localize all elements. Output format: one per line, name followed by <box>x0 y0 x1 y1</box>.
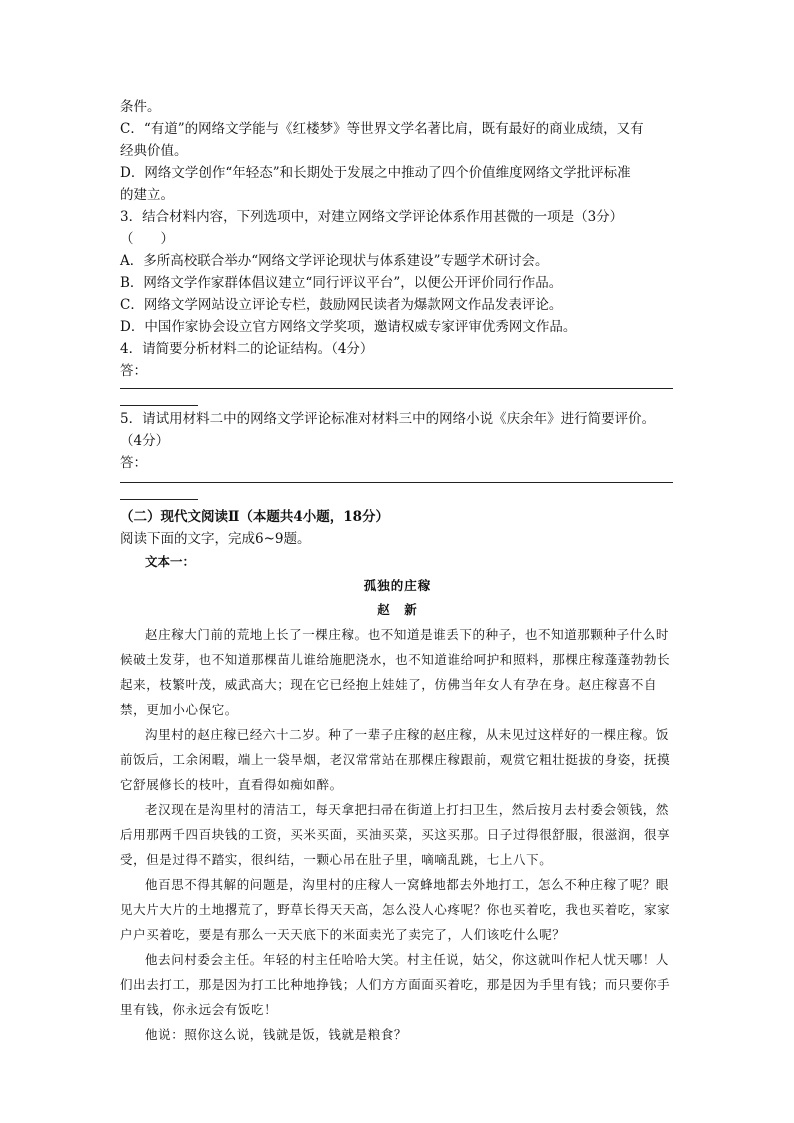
answer-line[interactable] <box>120 388 673 389</box>
text-line: 经典价值。 <box>120 143 188 159</box>
option-c: C．“有道”的网络文学能与《红楼梦》等世界文学名著比肩，既有最好的商业成绩，又有 <box>120 121 644 137</box>
story-paragraph: 他百思不得其解的问题是，沟里村的庄稼人一窝蜂地都去外地打工，怎么不种庄稼了呢？眼见大片大片的土地撂荒了，野草长得天天高，怎么没人心疼呢？你也买着吃，我也买着吃，家家户户买着吃，要是有那么一天天底下的米面卖光了卖完了，人们该吃什么呢？ <box>120 877 671 942</box>
story-paragraph: 沟里村的赵庄稼已经六十二岁。种了一辈子庄稼的赵庄稼，从未见过这样好的一棵庄稼。饭前饭后，工余闲暇，端上一袋旱烟，老汉常常站在那棵庄稼跟前，观赏它粗壮挺拔的身姿，抚摸它舒展修长的枝叶，直看得如痴如醉。 <box>120 727 671 792</box>
question-5: 5．请试用材料二中的网络文学评论标准对材料三中的网络小说《庆余年》进行简要评价。 <box>120 411 656 427</box>
answer-parentheses: （ ） <box>120 231 174 247</box>
q3-option-d: D．中国作家协会设立官方网络文学奖项，邀请权威专家评审优秀网文作品。 <box>120 319 577 335</box>
question-3: 3．结合材料内容，下列选项中，对建立网络文学评论体系作用甚微的一项是（3分） <box>120 209 624 225</box>
text-label: 文本一： <box>145 554 196 569</box>
instruction: 阅读下面的文字，完成6~9题。 <box>120 531 311 547</box>
q3-option-a: A．多所高校联合举办“网络文学评论现状与体系建设”专题学术研讨会。 <box>120 253 549 269</box>
option-d: D．网络文学创作“年轻态”和长期处于发展之中推动了四个价值维度网络文学批评标准 <box>120 165 631 181</box>
answer-label: 答： <box>120 363 147 379</box>
answer-label: 答： <box>120 455 147 471</box>
answer-line[interactable] <box>120 482 673 483</box>
answer-line-end <box>120 405 198 406</box>
story-author: 赵 新 <box>377 602 418 617</box>
section-heading: （二）现代文阅读Ⅱ（本题共4小题，18分） <box>120 509 390 525</box>
answer-line-end <box>120 499 198 500</box>
story-paragraph: 他去问村委会主任。年轻的村主任哈哈大笑。村主任说，姑父，你这就叫作杞人忧天哪！人们出去打工，那是因为打工比种地挣钱；人们方方面面买着吃，那是因为手里有钱；而只要你手里有钱，你永远会有饭吃！ <box>120 952 671 1017</box>
question-4: 4．请简要分析材料二的论证结构。（4分） <box>120 341 374 357</box>
question-5-score: （4分） <box>120 433 170 449</box>
q3-option-c: C．网络文学网站设立评论专栏，鼓励网民读者为爆款网文作品发表评论。 <box>120 297 563 313</box>
story-body <box>120 622 675 1047</box>
text-line: 条件。 <box>120 99 161 115</box>
exam-page <box>120 96 675 1047</box>
story-paragraph: 老汉现在是沟里村的清洁工，每天拿把扫帚在街道上打扫卫生，然后按月去村委会领钱，然后用那两千四百块钱的工资，买米买面，买油买菜，买这买那。日子过得很舒服，很滋润，很享受，但是过得不踏实，很纠结，一颗心吊在肚子里，嘀嘀乱跳，七上八下。 <box>120 802 671 867</box>
story-paragraph: 他说：照你这么说，钱就是饭，钱就是粮食？ <box>145 1027 408 1042</box>
q3-option-b: B．网络文学作家群体倡议建立“同行评议平台”，以便公开评价同行作品。 <box>120 275 563 291</box>
story-paragraph: 赵庄稼大门前的荒地上长了一棵庄稼。也不知道是谁丢下的种子，也不知道那颗种子什么时候破土发芽，也不知道那棵苗儿谁给施肥浇水，也不知道谁给呵护和照料，那棵庄稼蓬蓬勃勃长起来，枝繁叶茂，威武高大；现在它已经抱上娃娃了，仿佛当年女人有孕在身。赵庄稼喜不自禁，更加小心保它。 <box>120 627 671 717</box>
story-title: 孤独的庄稼 <box>363 578 432 593</box>
text-line: 的建立。 <box>120 187 174 203</box>
